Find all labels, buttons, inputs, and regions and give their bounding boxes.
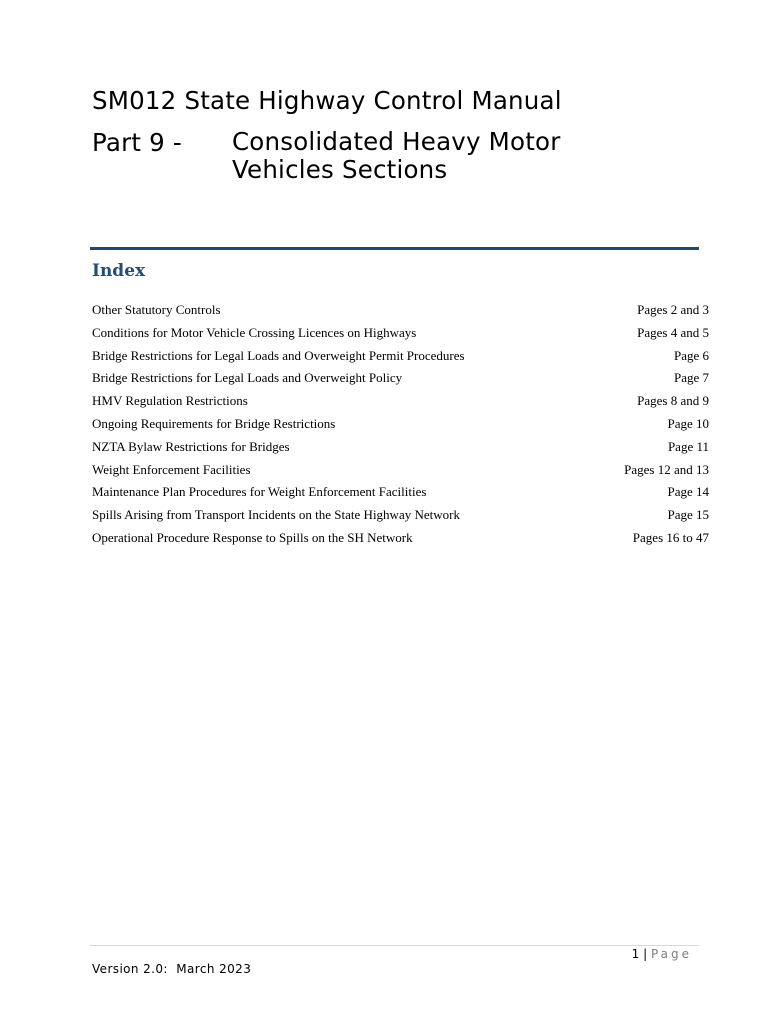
index-item-label: Weight Enforcement Facilities: [92, 461, 251, 477]
index-item-pages: Page 15: [667, 507, 709, 523]
footer-divider: [90, 945, 699, 946]
document-title: SM012 State Highway Control Manual: [92, 86, 562, 115]
index-item-label: Bridge Restrictions for Legal Loads and Overweight Policy: [92, 370, 403, 386]
index-item-pages: Pages 12 and 13: [624, 461, 709, 477]
index-item-pages: Pages 2 and 3: [637, 302, 709, 317]
index-item: [92, 302, 709, 325]
index-item-label: Bridge Restrictions for Legal Loads and Overweight Permit Procedures: [92, 347, 465, 363]
page-separator: |: [643, 947, 648, 961]
index-item-label: Conditions for Motor Vehicle Crossing Licences on Highways: [92, 324, 417, 340]
index-item-pages: Page 14: [667, 484, 709, 500]
page-number-footer: [632, 947, 692, 961]
index-item-pages: Pages 4 and 5: [637, 324, 709, 340]
index-item-pages: Pages 16 to 47: [632, 529, 709, 545]
index-item-pages: Page 10: [667, 415, 709, 431]
index-item-label: HMV Regulation Restrictions: [92, 393, 248, 409]
page-number: 1: [631, 947, 640, 961]
index-item: [92, 416, 709, 439]
version-label: Version 2.0: March 2023: [92, 962, 252, 976]
index-item: [92, 507, 709, 530]
index-heading: Index: [92, 261, 146, 281]
part-label: Part 9 -: [92, 128, 182, 157]
index-item: [92, 462, 709, 485]
index-item: [92, 325, 709, 348]
part-title: Consolidated Heavy Motor Vehicles Sections: [232, 127, 561, 184]
index-item-label: Maintenance Plan Procedures for Weight Enforcement Facilities: [92, 484, 427, 500]
index-item-label: NZTA Bylaw Restrictions for Bridges: [92, 438, 290, 454]
index-item: [92, 348, 709, 371]
index-item-label: Ongoing Requirements for Bridge Restrictions: [92, 415, 336, 431]
index-list: [92, 302, 709, 553]
index-item-pages: Pages 8 and 9: [637, 393, 709, 409]
index-item: [92, 439, 709, 462]
index-item-pages: Page 11: [667, 438, 709, 454]
index-item-pages: Page 7: [673, 370, 709, 386]
header-divider: [90, 247, 699, 250]
index-item-label: Spills Arising from Transport Incidents on the State Highway Network: [92, 507, 460, 523]
index-item-pages: Page 6: [673, 347, 709, 363]
index-item-label: Other Statutory Controls: [92, 302, 221, 317]
index-item: [92, 393, 709, 416]
page-word: Page: [650, 947, 692, 961]
index-item: [92, 484, 709, 507]
index-item-label: Operational Procedure Response to Spills on the SH Network: [92, 529, 413, 545]
index-item: [92, 370, 709, 393]
index-item: [92, 530, 709, 553]
